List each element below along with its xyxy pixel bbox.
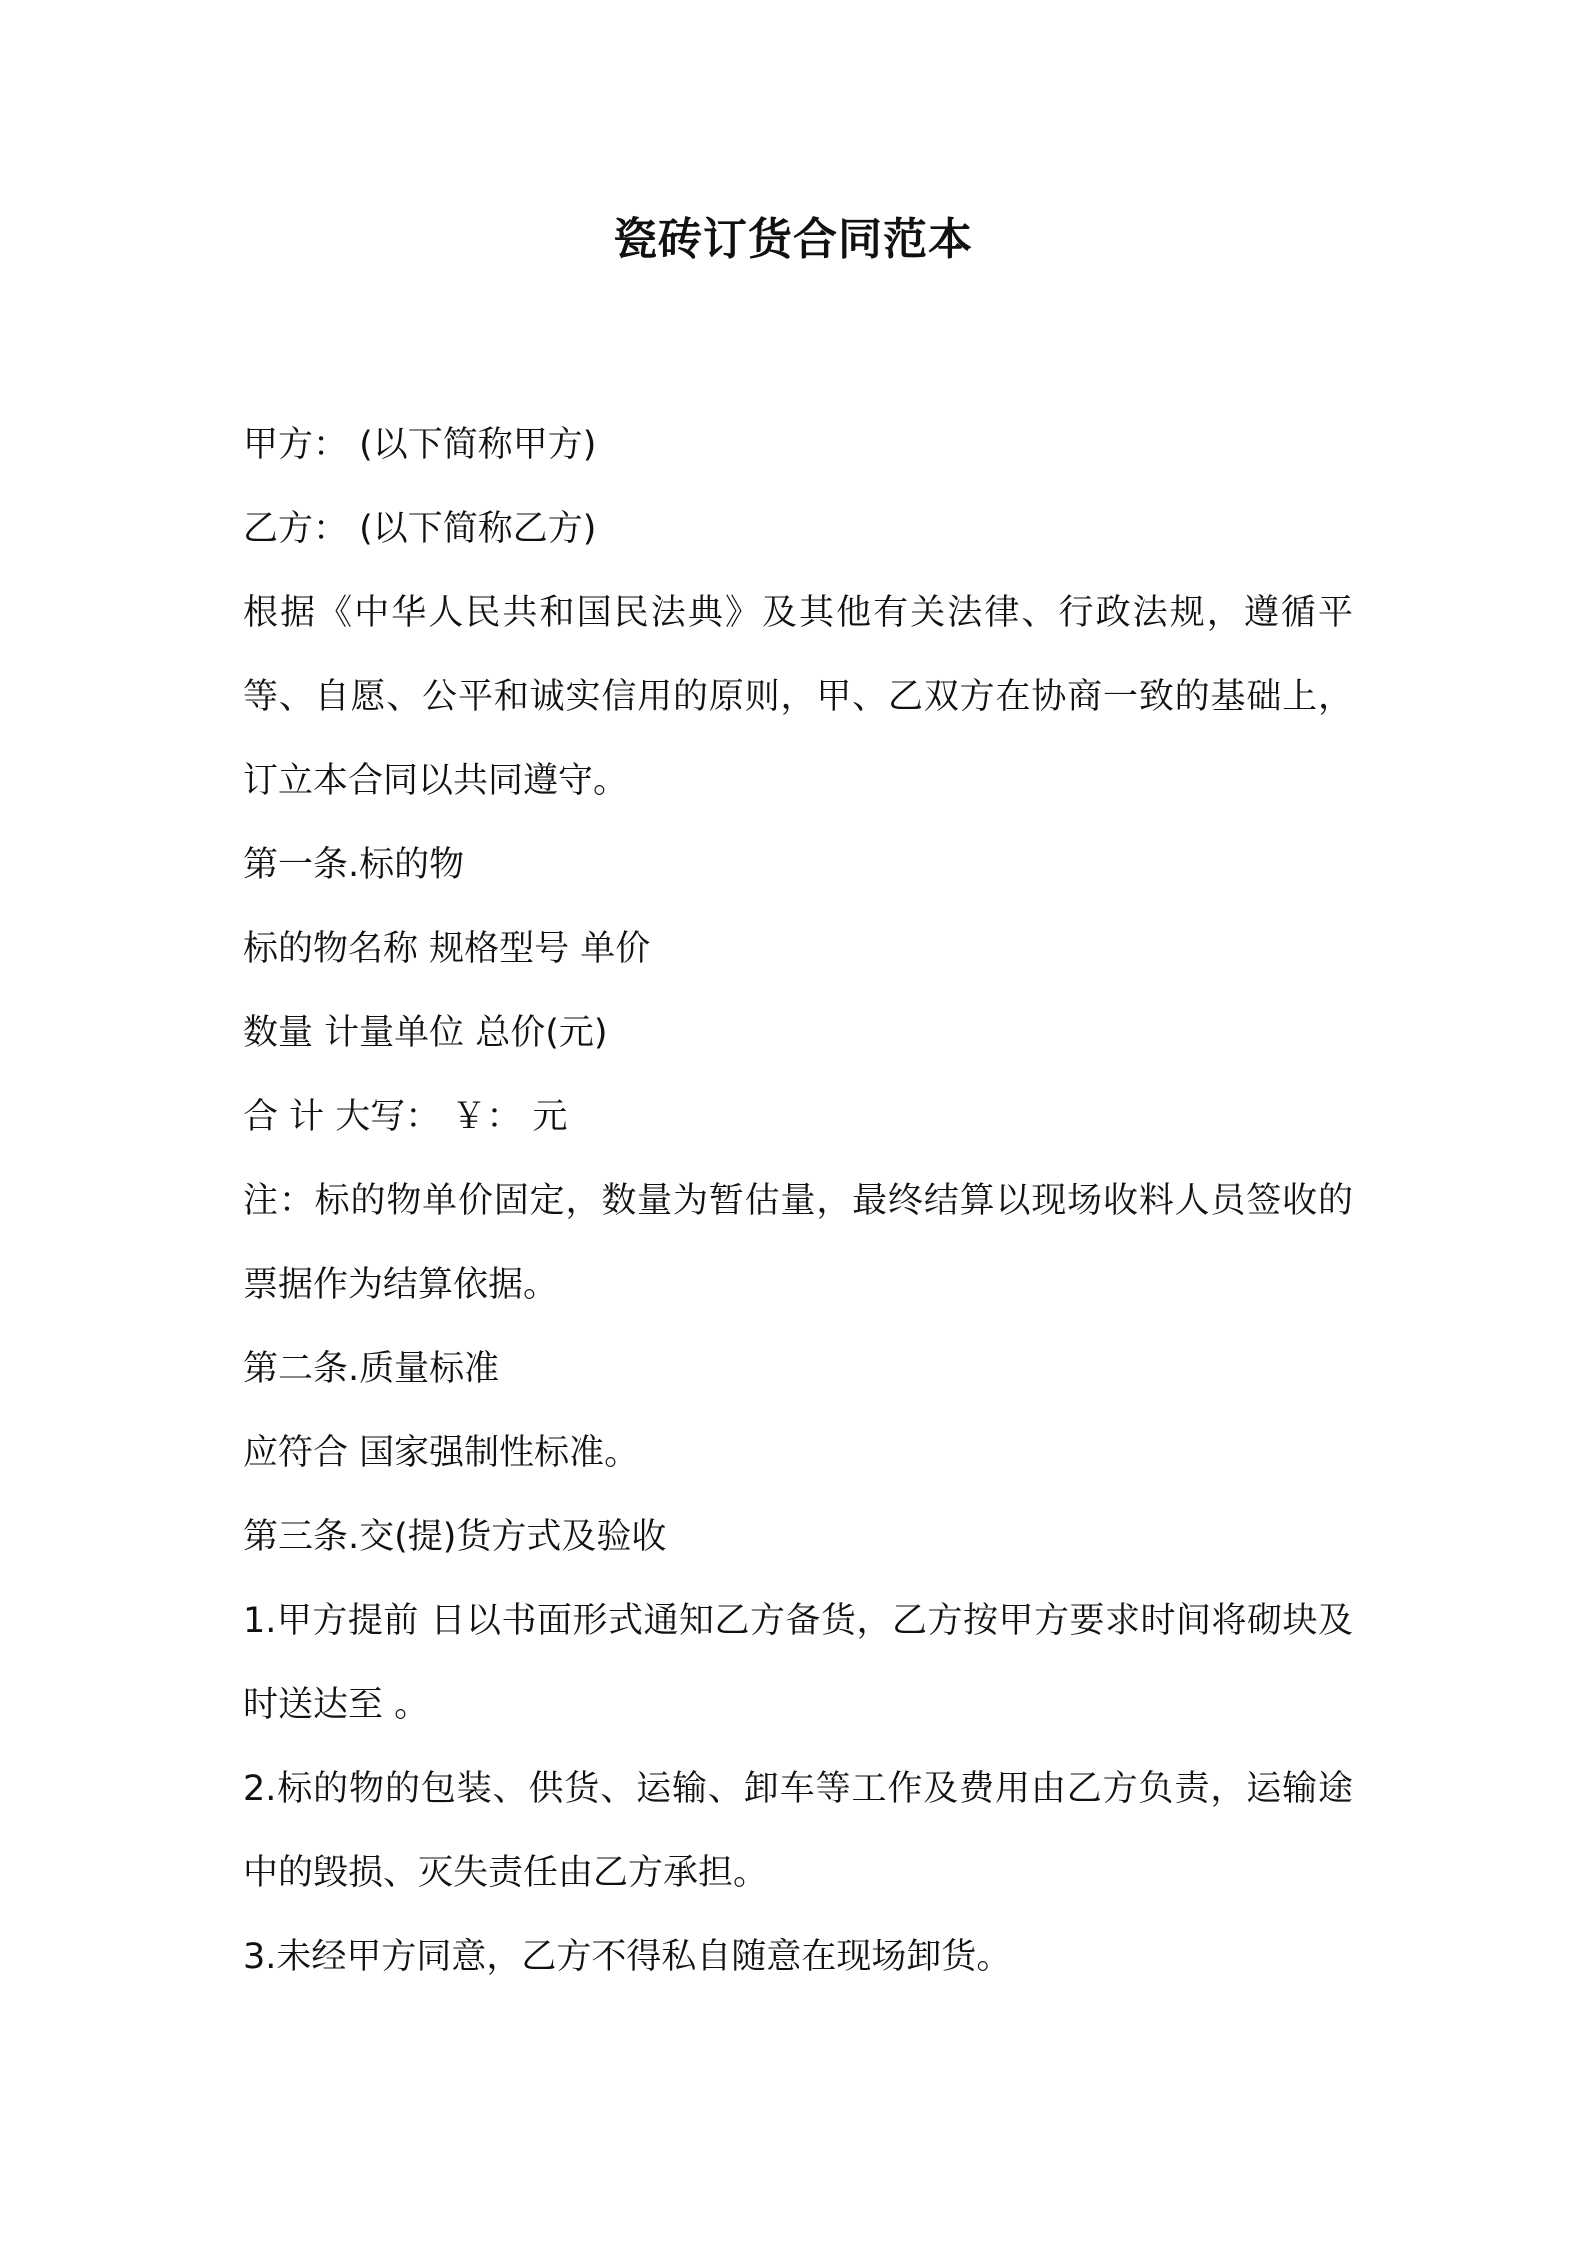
document-title: 瓷砖订货合同范本 [613, 214, 973, 265]
article-1-heading: 第一条.标的物 [243, 845, 465, 885]
note-paragraph: 注：标的物单价固定，数量为暂估量，最终结算以现场收料人员签收的票据作为结算依据。 [243, 1181, 1353, 1305]
subject-columns-line-1: 标的物名称 规格型号 单价 [243, 929, 651, 969]
party-b-line: 乙方： (以下简称乙方) [243, 509, 597, 549]
preamble-paragraph: 根据《中华人民共和国民法典》及其他有关法律、行政法规，遵循平等、自愿、公平和诚实信用的原则，甲、乙双方在协商一致的基础上，订立本合同以共同遵守。 [243, 593, 1353, 801]
total-line: 合 计 大写： ￥： 元 [243, 1097, 568, 1137]
party-a-line: 甲方： (以下简称甲方) [243, 425, 597, 465]
clause-3-1: 1.甲方提前 日以书面形式通知乙方备货，乙方按甲方要求时间将砌块及时送达至 。 [243, 1601, 1353, 1725]
clause-3-2: 2.标的物的包装、供货、运输、卸车等工作及费用由乙方负责，运输途中的毁损、灭失责任由乙方承担。 [243, 1769, 1353, 1893]
article-3-heading: 第三条.交(提)货方式及验收 [243, 1517, 667, 1557]
clause-3-3: 3.未经甲方同意，乙方不得私自随意在现场卸货。 [243, 1937, 1012, 1977]
article-2-heading: 第二条.质量标准 [243, 1349, 500, 1389]
quality-standard-line: 应符合 国家强制性标准。 [243, 1433, 640, 1473]
document-body [243, 403, 1353, 1999]
subject-columns-line-2: 数量 计量单位 总价(元) [243, 1013, 608, 1053]
